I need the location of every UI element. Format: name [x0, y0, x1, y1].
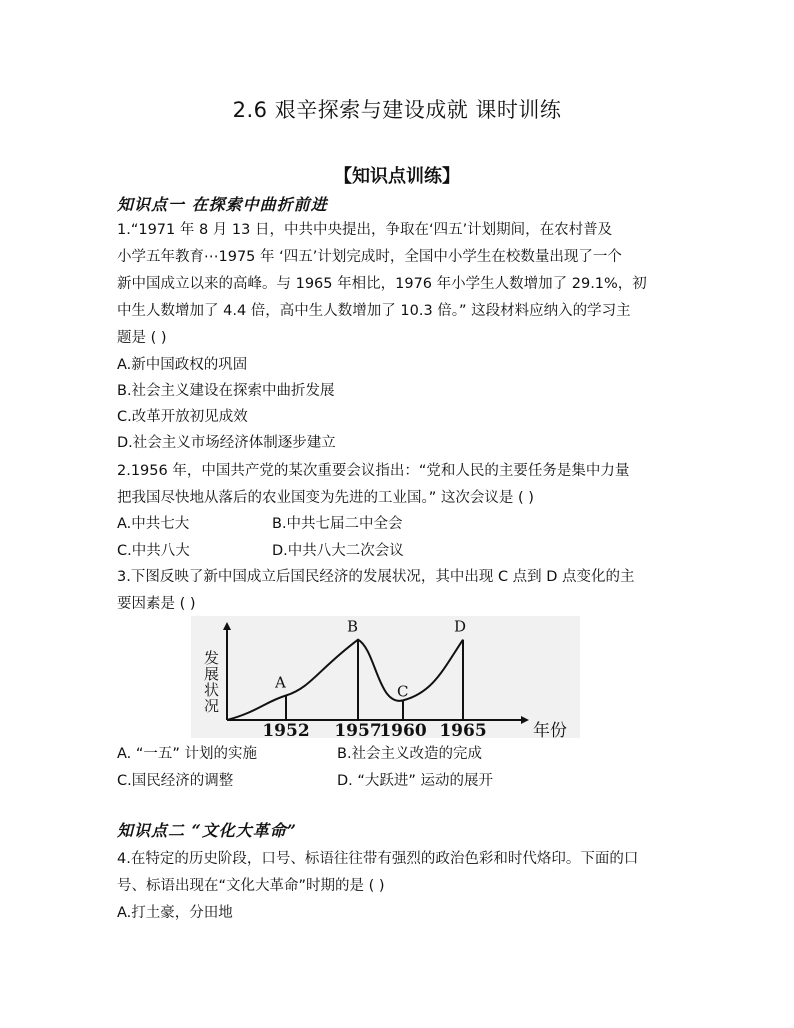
x-tick-label: 1952	[262, 721, 310, 738]
economy-development-chart	[191, 616, 580, 738]
knowledge-point-1-heading: 知识点一 在探索中曲折前进	[117, 195, 328, 214]
q1-stem-line: 中生人数增加了 4.4 倍，高中生人数增加了 10.3 倍。” 这段材料应纳入的学习主	[117, 303, 631, 319]
x-axis-arrow	[521, 716, 529, 724]
section-heading: 【知识点训练】	[334, 166, 460, 187]
x-tick-label: 1960	[379, 721, 427, 738]
knowledge-point-2-heading: 知识点二 “文化大革命”	[117, 821, 297, 840]
point-label: A	[275, 673, 286, 692]
point-label: C	[397, 682, 409, 701]
q2-option-d: D.中共八大二次会议	[272, 543, 404, 559]
x-tick-label: 1965	[439, 721, 487, 738]
y-axis-label: 发展状况	[202, 650, 220, 714]
q3-option-c: C.国民经济的调整	[117, 773, 234, 789]
q1-option-b: B.社会主义建设在探索中曲折发展	[117, 383, 335, 399]
point-label: D	[454, 617, 467, 636]
q4-option-a: A.打土豪，分田地	[117, 905, 233, 921]
q3-option-a: A. “一五” 计划的实施	[117, 746, 258, 762]
q1-option-c: C.改革开放初见成效	[117, 409, 248, 425]
page-title: 2.6 艰辛探索与建设成就 课时训练	[232, 98, 562, 122]
q1-stem-line: 题是 ( )	[117, 330, 167, 346]
q2-stem-line: 把我国尽快地从落后的农业国变为先进的工业国。” 这次会议是 ( )	[117, 490, 534, 506]
q2-option-a: A.中共七大	[117, 516, 190, 532]
x-axis-label: 年份	[533, 721, 567, 738]
x-tick-label: 1957	[334, 721, 382, 738]
point-label: B	[347, 617, 359, 636]
q3-stem-line: 3.下图反映了新中国成立后国民经济的发展状况，其中出现 C 点到 D 点变化的主	[117, 569, 635, 585]
q3-option-d: D. “大跃进” 运动的展开	[337, 773, 494, 789]
series-line	[227, 640, 463, 720]
q3-stem-line: 要因素是 ( )	[117, 596, 196, 612]
q1-stem-line: 小学五年教育⋯1975 年 ‘四五’计划完成时，全国中小学生在校数量出现了一个	[117, 249, 622, 265]
q2-stem-line: 2.1956 年，中国共产党的某次重要会议指出：“党和人民的主要任务是集中力量	[117, 463, 630, 479]
q1-option-a: A.新中国政权的巩固	[117, 357, 248, 373]
chart-svg	[191, 616, 580, 738]
q1-stem-line: 新中国成立以来的高峰。与 1965 年相比，1976 年小学生人数增加了 29.1%，初	[117, 276, 647, 292]
y-axis-arrow	[223, 622, 231, 630]
q2-option-c: C.中共八大	[117, 543, 190, 559]
q2-option-b: B.中共七届二中全会	[272, 516, 403, 532]
q3-option-b: B.社会主义改造的完成	[337, 746, 483, 762]
q1-option-d: D.社会主义市场经济体制逐步建立	[117, 435, 336, 451]
q1-stem-line: 1.“1971 年 8 月 13 日，中共中央提出，争取在‘四五’计划期间，在农村普及	[117, 222, 613, 238]
q4-stem-line: 4.在特定的历史阶段，口号、标语往往带有强烈的政治色彩和时代烙印。下面的口	[117, 851, 639, 867]
q4-stem-line: 号、标语出现在“文化大革命”时期的是 ( )	[117, 878, 385, 894]
